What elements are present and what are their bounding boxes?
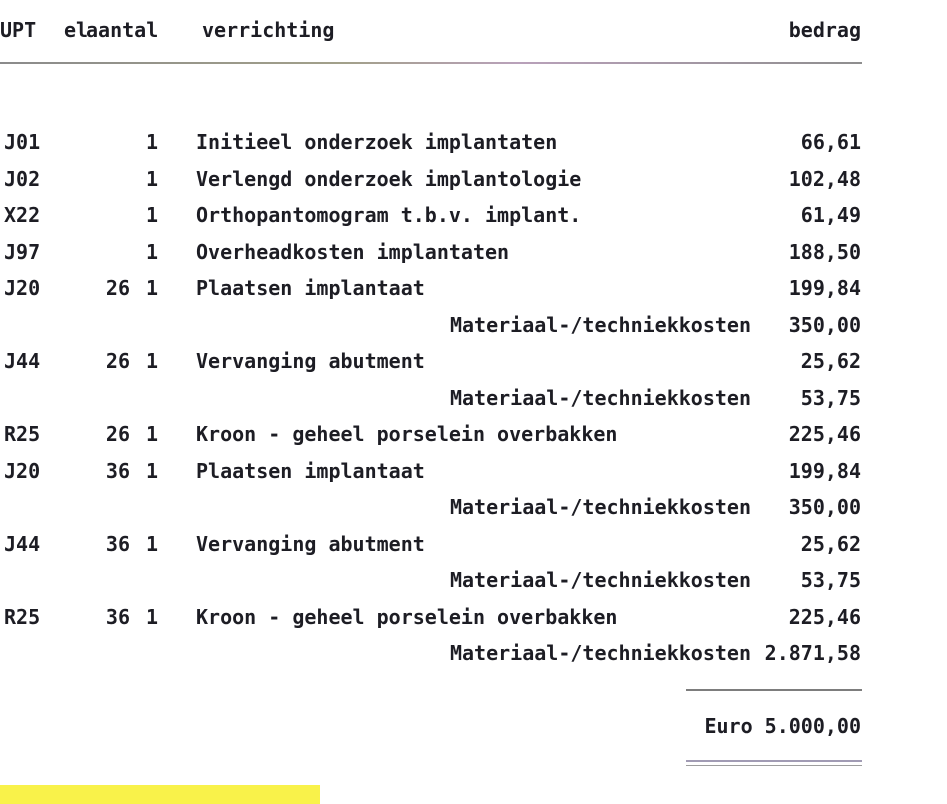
- header-bedrag: bedrag: [788, 18, 861, 42]
- line-item: [0, 165, 947, 202]
- item-description: Verlengd onderzoek implantologie: [196, 166, 582, 191]
- item-quantity: 1: [145, 349, 158, 373]
- item-element: 36: [105, 458, 130, 483]
- item-element: 26: [105, 349, 130, 373]
- item-sub-description: Materiaal-/techniekkosten: [449, 568, 751, 592]
- item-element: 36: [105, 531, 130, 556]
- header-verrichting: verrichting: [202, 18, 335, 42]
- item-description: Initieel onderzoek implantaten: [196, 130, 558, 154]
- item-code: X22: [4, 203, 41, 227]
- item-amount: 199,84: [788, 276, 861, 300]
- item-description: Orthopantomogram t.b.v. implant.: [196, 203, 582, 227]
- item-code: J01: [4, 130, 41, 154]
- highlighter-mark: [0, 785, 320, 804]
- item-description: Overheadkosten implantaten: [196, 239, 510, 264]
- total-amount: Euro 5.000,00: [704, 714, 861, 738]
- item-amount: 225,46: [788, 604, 861, 629]
- item-amount: 25,62: [800, 531, 861, 556]
- item-quantity: 1: [145, 458, 158, 483]
- item-quantity: 1: [145, 203, 158, 227]
- item-quantity: 1: [145, 130, 158, 154]
- item-quantity: 1: [145, 531, 158, 556]
- line-item: [0, 201, 947, 238]
- item-description: Vervanging abutment: [196, 531, 425, 556]
- table-header: [0, 18, 947, 48]
- item-amount: 350,00: [788, 312, 861, 337]
- item-code: J20: [4, 276, 41, 300]
- item-amount: 102,48: [788, 166, 861, 191]
- item-amount: 188,50: [788, 239, 861, 264]
- total-bottom-rule: [686, 760, 862, 762]
- line-item: [0, 347, 947, 384]
- item-code: J20: [4, 458, 41, 483]
- line-item: [0, 457, 947, 494]
- line-item: [0, 530, 947, 567]
- line-item: [0, 311, 947, 348]
- item-code: J97: [4, 239, 41, 264]
- line-item: [0, 128, 947, 165]
- header-aantal: aantal: [86, 18, 159, 42]
- line-item: [0, 566, 947, 603]
- item-quantity: 1: [145, 276, 158, 300]
- item-element: 36: [105, 604, 130, 629]
- item-amount: 61,49: [800, 203, 861, 227]
- item-description: Kroon - geheel porselein overbakken: [196, 422, 618, 446]
- item-amount: 199,84: [788, 458, 861, 483]
- line-items: [0, 128, 947, 676]
- item-amount: 25,62: [800, 349, 861, 373]
- line-item: [0, 420, 947, 457]
- item-quantity: 1: [145, 604, 158, 629]
- item-description: Vervanging abutment: [196, 349, 425, 373]
- line-item: [0, 603, 947, 640]
- item-description: Plaatsen implantaat: [196, 276, 425, 300]
- total-bottom-rule-second: [686, 765, 862, 766]
- item-element: 26: [105, 422, 130, 446]
- header-el: el: [64, 18, 89, 42]
- header-upt: UPT: [0, 18, 37, 42]
- line-item: [0, 238, 947, 275]
- item-quantity: 1: [145, 422, 158, 446]
- item-amount: 53,75: [800, 385, 861, 410]
- item-quantity: 1: [145, 239, 158, 264]
- item-code: R25: [4, 604, 41, 629]
- item-code: J44: [4, 349, 41, 373]
- line-item: [0, 274, 947, 311]
- item-quantity: 1: [145, 166, 158, 191]
- line-item: [0, 493, 947, 530]
- header-divider: [0, 62, 862, 64]
- item-sub-description: Materiaal-/techniekkosten: [449, 312, 751, 337]
- item-amount: 66,61: [800, 130, 861, 154]
- item-code: R25: [4, 422, 41, 446]
- item-description: Plaatsen implantaat: [196, 458, 425, 483]
- item-amount: 350,00: [788, 495, 861, 519]
- item-code: J44: [4, 531, 41, 556]
- item-amount: 2.871,58: [764, 641, 861, 665]
- item-sub-description: Materiaal-/techniekkosten: [449, 495, 751, 519]
- item-amount: 53,75: [800, 568, 861, 592]
- item-code: J02: [4, 166, 41, 191]
- item-sub-description: Materiaal-/techniekkosten: [449, 641, 751, 665]
- item-sub-description: Materiaal-/techniekkosten: [449, 385, 751, 410]
- item-element: 26: [105, 276, 130, 300]
- line-item: [0, 384, 947, 421]
- total-top-rule: [686, 689, 862, 691]
- item-amount: 225,46: [788, 422, 861, 446]
- item-description: Kroon - geheel porselein overbakken: [196, 604, 618, 629]
- line-item: [0, 639, 947, 676]
